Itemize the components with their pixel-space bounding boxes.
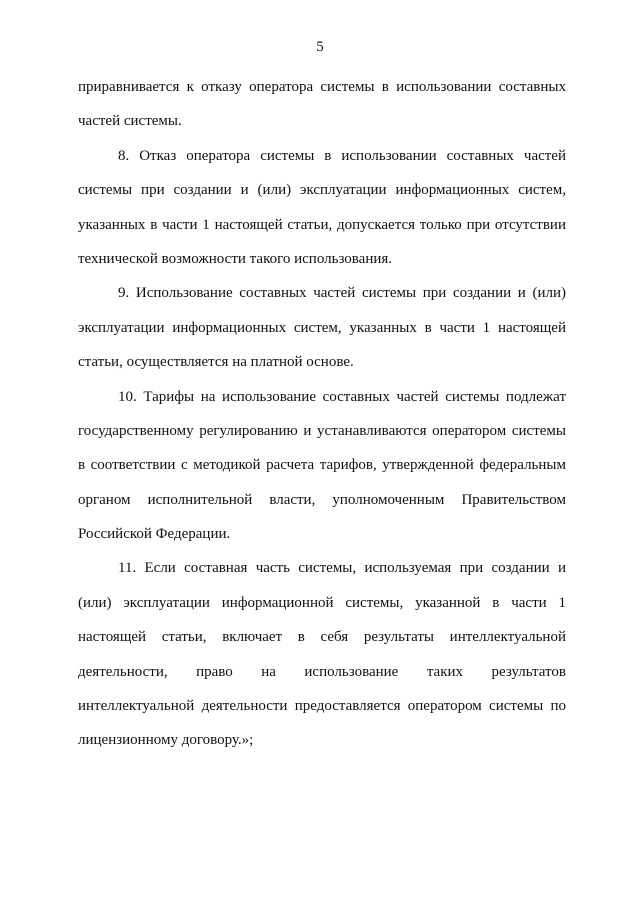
text-line: приравнивается к отказу оператора системы в использовании составных	[78, 79, 566, 95]
text-line: настоящей статьи, включает в себя результаты интеллектуальной	[78, 629, 566, 646]
text-line: частей системы.	[78, 113, 182, 130]
paragraph-11-line: 11. Если составная часть системы, используемая при создании и	[118, 560, 566, 577]
document-body	[78, 77, 566, 765]
text-line: Российской Федерации.	[78, 526, 231, 543]
paragraph-10-line: 10. Тарифы на использование составных частей системы подлежат	[118, 388, 566, 405]
page-number: 5	[316, 39, 324, 55]
text-line: (или) эксплуатации информационной системы, указанной в части 1	[78, 594, 566, 611]
text-line: лицензионному договору.»;	[78, 732, 254, 749]
text-line: системы при создании и (или) эксплуатации информационных систем,	[78, 182, 566, 199]
text-line: государственному регулированию и устанавливаются оператором системы	[78, 422, 566, 439]
paragraph-8-line: 8. Отказ оператора системы в использовании составных частей	[118, 147, 566, 164]
text-line: статьи, осуществляется на платной основе.	[78, 354, 354, 371]
text-line: технической возможности такого использования.	[78, 250, 393, 267]
text-line: указанных в части 1 настоящей статьи, допускается только при отсутствии	[78, 216, 566, 233]
text-line: деятельности, право на использование таких результатов	[78, 663, 566, 680]
text-line: органом исполнительной власти, уполномоченным Правительством	[78, 491, 566, 508]
text-line: эксплуатации информационных систем, указанных в части 1 настоящей	[78, 319, 566, 336]
text-line: в соответствии с методикой расчета тарифов, утвержденной федеральным	[78, 457, 566, 474]
text-line: интеллектуальной деятельности предоставляется оператором системы по	[78, 698, 566, 715]
paragraph-9-line: 9. Использование составных частей системы при создании и (или)	[118, 285, 566, 302]
